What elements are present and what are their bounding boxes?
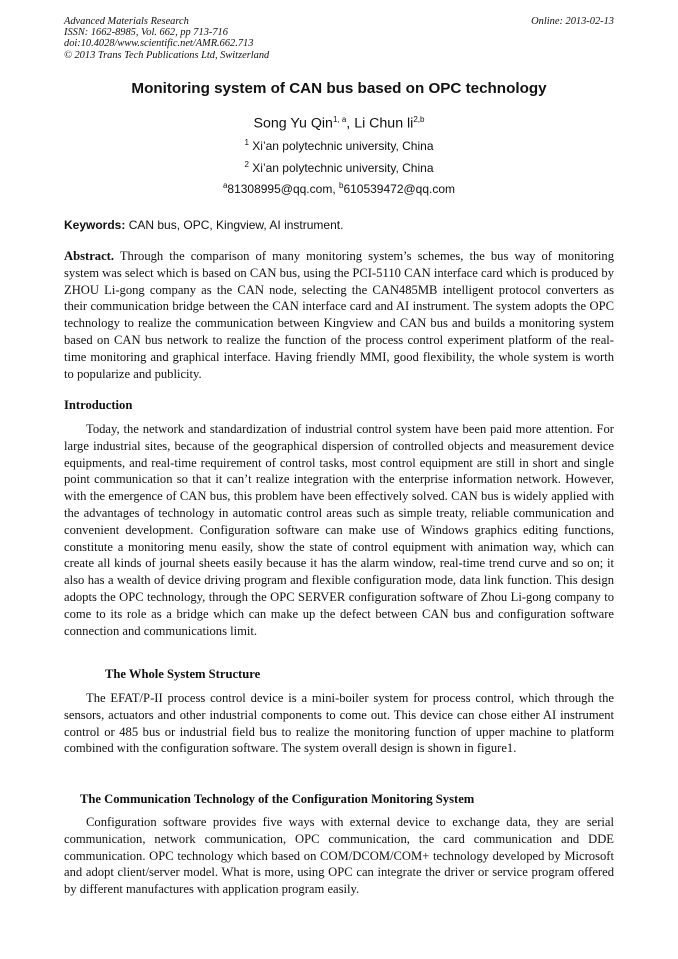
doi-line: doi:10.4028/www.scientific.net/AMR.662.713: [64, 38, 254, 50]
email-a[interactable]: 81308995@qq.com,: [227, 182, 339, 196]
abstract-paragraph: [64, 248, 614, 382]
section-heading-communication: The Communication Technology of the Configuration Monitoring System: [80, 792, 475, 806]
email-line: [0, 181, 678, 196]
communication-paragraph: Configuration software provides five ways with external device to exchange data, they are serial communication, network communication, OPC communication, the card communication and DDE communication. OPC technology which based on COM/DCOM/COM+ technology developed by Microsoft and adopt client/server model. What is more, using OPC can integrate the driver or service program offered by different manufactures with application program easily.: [64, 815, 614, 897]
paper-title: Monitoring system of CAN bus based on OPC technology: [131, 80, 547, 97]
keywords-label: Keywords:: [64, 218, 126, 232]
keywords-line: [64, 218, 343, 232]
journal-meta: [64, 16, 269, 61]
section-heading-system-structure: The Whole System Structure: [105, 667, 261, 681]
affiliation-2: [0, 160, 678, 175]
keywords-text: CAN bus, OPC, Kingview, AI instrument.: [125, 218, 344, 232]
email-b[interactable]: 610539472@qq.com: [343, 182, 456, 196]
author-2-sup: 2,b: [413, 115, 425, 124]
author-1: Song Yu Qin: [253, 115, 333, 132]
abstract-label: Abstract.: [64, 249, 115, 263]
online-date: Online: 2013-02-13: [531, 16, 614, 27]
affiliation-1-sup: 1: [244, 138, 249, 147]
copyright-line: © 2013 Trans Tech Publications Ltd, Switzerland: [64, 49, 270, 61]
issn-line: ISSN: 1662-8985, Vol. 662, pp 713-716: [64, 27, 228, 39]
section-heading-introduction: Introduction: [64, 398, 133, 412]
author-2: Li Chun li: [354, 115, 414, 132]
journal-name: Advanced Materials Research: [64, 16, 189, 27]
author-separator: ,: [346, 115, 355, 132]
system-structure-paragraph: The EFAT/P-II process control device is a mini-boiler system for process control, which through the sensors, actuators and other industrial components to come out. This device can chose either AI instrument control or 485 bus or industrial field bus to realize the monitoring function of upper machine to platform combined with the configuration software. The system overall design is shown in figure1.: [64, 691, 614, 756]
introduction-paragraph: Today, the network and standardization of industrial control system have been paid more attention. For large industrial sites, because of the geographical dispersion of controlled objects and measurement device equipments, and real-time requirement of control tasks, most control equipment are still in short and single point communication so that it can’t realize integration with the enterprise information network. However, with the emergence of CAN bus, this problem have been effectively solved. CAN bus is widely applied with the advantages of technology in automatic control areas such as simple treaty, reliable communication and convenient development. Configuration software can make use of Windows graphics editing functions, constitute a monitoring menu easily, show the state of control equipment with animation way, which can create all kinds of journal sheets easily because it has the alarm window, real-time trend curve and so on; it also has a wealth of device driving program and flexible configuration mode, data link function. This design adopts the OPC technology, through the OPC SERVER configuration software of Zhou Li-gong company to come to its role as a bridge which can make up the defect between CAN bus and configuration software connection and communications limit.: [64, 422, 614, 638]
author-line: [0, 115, 678, 132]
author-1-sup: 1, a: [332, 115, 347, 124]
email-a-sup: a: [222, 181, 228, 190]
affiliation-1-text: Xi’an polytechnic university, China: [248, 139, 434, 153]
affiliation-2-sup: 2: [244, 160, 249, 169]
affiliation-1: [0, 138, 678, 153]
email-b-sup: b: [338, 181, 344, 190]
affiliation-2-text: Xi’an polytechnic university, China: [248, 161, 434, 175]
abstract-text: Through the comparison of many monitoring system’s schemes, the bus way of monitoring system was select which is based on CAN bus, using the PCI-5110 CAN interface card which is produced by ZHOU Li-gong company as the CAN node, selecting the CAN485MB intelligent protocol converters as their communication bridge between the CAN interface card and AI instrument. The system adopts the OPC technology to realize the communication between Kingview and CAN bus and builds a monitoring system based on CAN bus network to realize the function of the process control experiment platform of the real-time monitoring and graphical interface. Having friendly MMI, good flexibility, the whole system is worth to popularize and publicity.: [64, 249, 614, 381]
